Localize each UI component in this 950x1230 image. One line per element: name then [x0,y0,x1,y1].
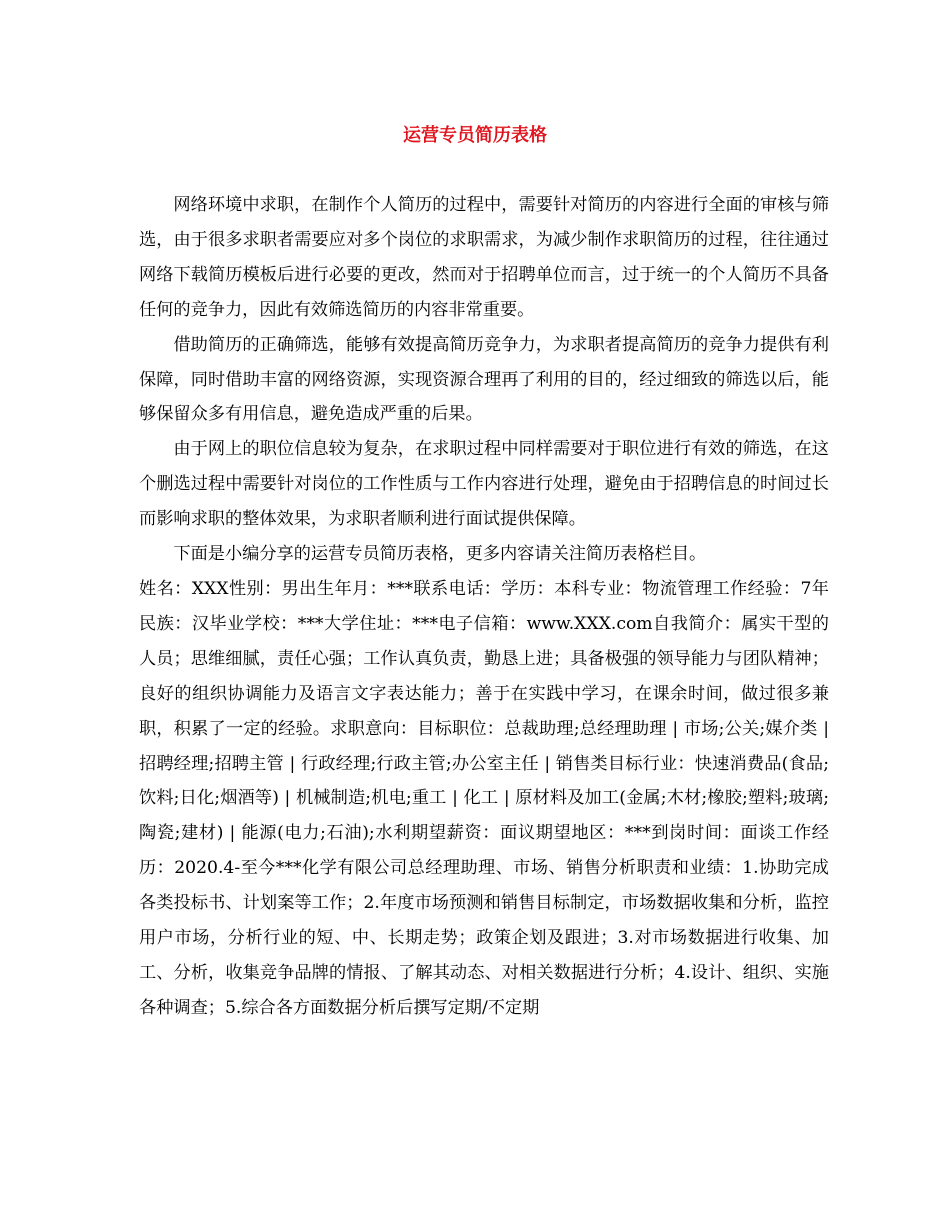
document-title: 运营专员简历表格 [403,125,547,146]
document-body [139,188,829,1026]
intro-paragraph-4: 下面是小编分享的运营专员简历表格，更多内容请关注简历表格栏目。 [173,544,707,565]
intro-paragraph-1: 网络环境中求职，在制作个人简历的过程中，需要针对简历的内容进行全面的审核与筛选，由于很多求职者需要应对多个岗位的求职需求，为减少制作求职简历的过程，往往通过网络下载简历模板后进行必要的更改，然而对于招聘单位而言，过于统一的个人简历不具备任何的竞争力，因此有效筛选简历的内容非常重要。 [139,195,829,320]
intro-paragraph-2: 借助简历的正确筛选，能够有效提高简历竞争力，为求职者提高简历的竞争力提供有利保障，同时借助丰富的网络资源，实现资源合理再了利用的目的，经过细致的筛选以后，能够保留众多有用信息，避免造成严重的后果。 [139,334,829,425]
resume-content-paragraph: 姓名：XXX性别：男出生年月：***联系电话：学历：本科专业：物流管理工作经验：7年民族：汉毕业学校：***大学住址：***电子信箱：www.XXX.com自我简介：属实干型的人员；思维细腻，责任心强；工作认真负责，勤恳上进；具备极强的领导能力与团队精神；良好的组织协调能力及语言文字表达能力；善于在实践中学习，在课余时间，做过很多兼职，积累了一定的经验。求职意向：目标职位：总裁助理;总经理助理 | 市场;公关;媒介类 | 招聘经理;招聘主管 | 行政经理;行政主管;办公室主任 | 销售类目标行业：快速消费品(食品;饮料;日化;烟酒等) | 机械制造;机电;重工 | 化工 | 原材料及加工(金属;木材;橡胶;塑料;玻璃;陶瓷;建材) | 能源(电力;石油);水利期望薪资：面议期望地区：***到岗时间：面谈工作经历：2020.4-至今***化学有限公司总经理助理、市场、销售分析职责和业绩：1.协助完成各类投标书、计划案等工作；2.年度市场预测和销售目标制定，市场数据收集和分析，监控用户市场，分析行业的短、中、长期走势；政策企划及跟进；3.对市场数据进行收集、加工、分析，收集竞争品牌的情报、了解其动态、对相关数据进行分析；4.设计、组织、实施各种调查；5.综合各方面数据分析后撰写定期/不定期 [139,578,829,1018]
intro-paragraph-3: 由于网上的职位信息较为复杂，在求职过程中同样需要对于职位进行有效的筛选，在这个删选过程中需要针对岗位的工作性质与工作内容进行处理，避免由于招聘信息的时间过长而影响求职的整体效果，为求职者顺利进行面试提供保障。 [139,439,829,530]
